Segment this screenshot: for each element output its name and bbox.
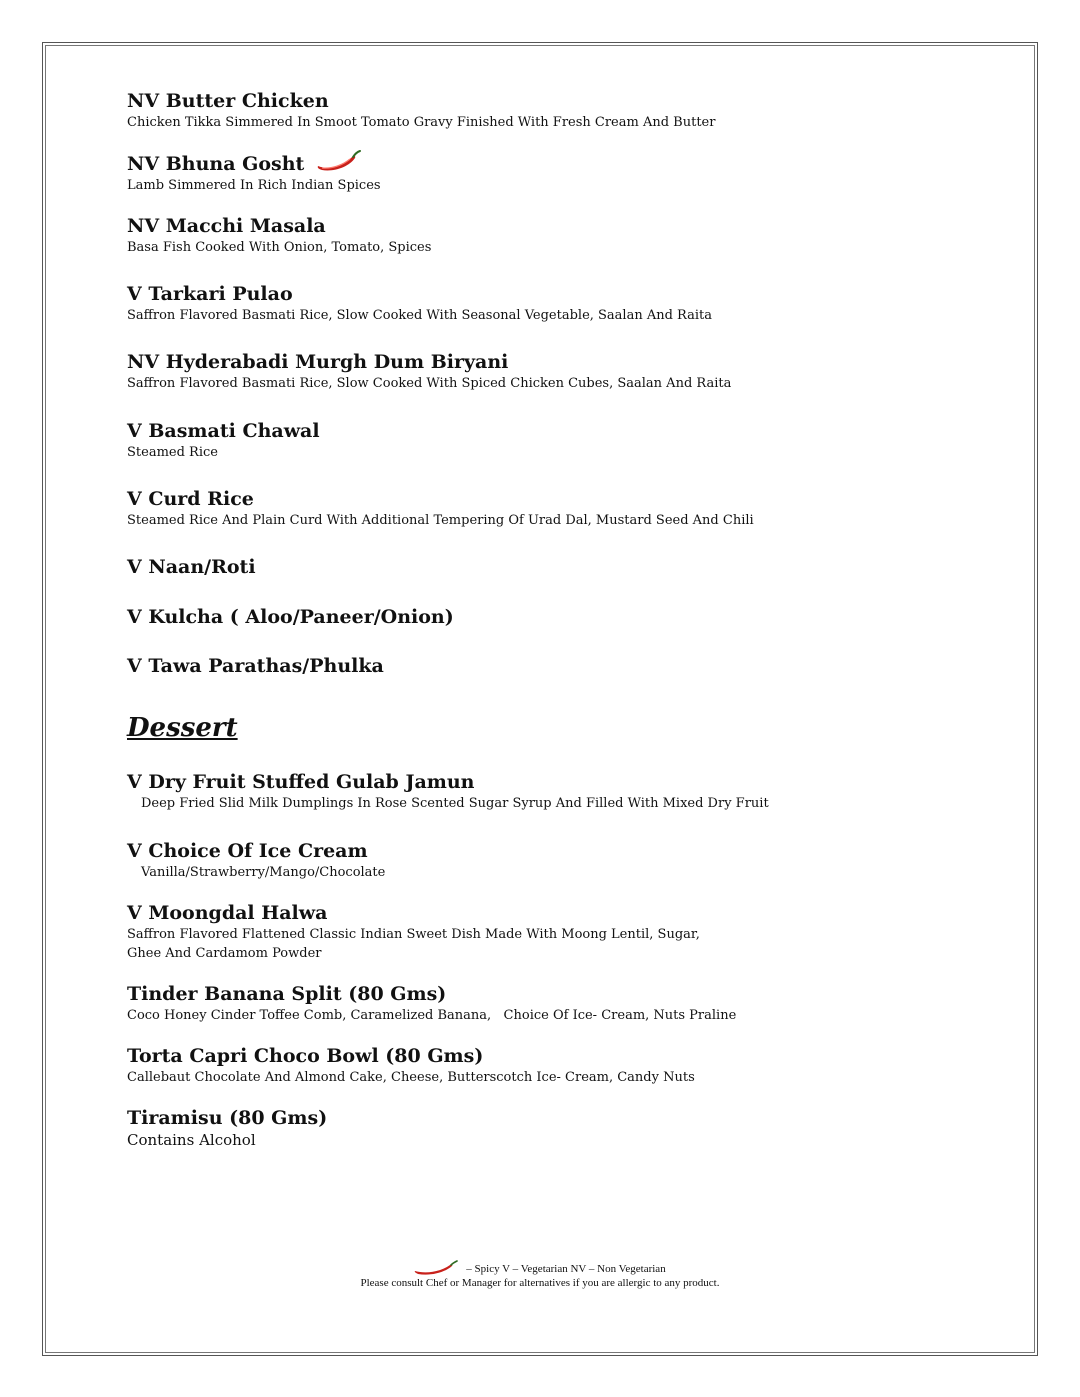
item-description: Callebaut Chocolate And Almond Cake, Cheese, Butterscotch Ice- Cream, Candy Nuts [127, 1070, 695, 1085]
item-description: Basa Fish Cooked With Onion, Tomato, Spices [127, 240, 432, 255]
item-name: V Basmati Chawal [127, 420, 320, 442]
footer-legend [0, 1262, 1080, 1290]
item-description: Chicken Tikka Simmered In Smoot Tomato Gravy Finished With Fresh Cream And Butter [127, 115, 716, 130]
menu-item [127, 419, 320, 462]
menu-item [127, 282, 712, 325]
item-description: Deep Fried Slid Milk Dumplings In Rose Scented Sugar Syrup And Filled With Mixed Dry Fruit [141, 796, 769, 811]
item-name: V Curd Rice [127, 488, 254, 510]
chili-pepper-icon [316, 149, 362, 173]
item-description: Saffron Flavored Basmati Rice, Slow Cooked With Spiced Chicken Cubes, Saalan And Raita [127, 376, 732, 391]
menu-item [127, 89, 715, 132]
item-name: V Naan/Roti [127, 556, 256, 578]
item-name: V Moongdal Halwa [127, 902, 328, 924]
item-name: NV Butter Chicken [127, 90, 329, 112]
menu-item [127, 1106, 327, 1150]
menu-item [127, 839, 385, 882]
menu-item [127, 770, 769, 813]
item-description: Lamb Simmered In Rich Indian Spices [127, 178, 381, 193]
item-description-continued: Ghee And Cardamom Powder [127, 946, 322, 961]
legend-text: – Spicy V – Vegetarian NV – Non Vegetarian [466, 1263, 666, 1275]
item-description: Saffron Flavored Basmati Rice, Slow Cooked With Seasonal Vegetable, Saalan And Raita [127, 308, 713, 323]
item-name: V Tarkari Pulao [127, 283, 293, 305]
menu-item [127, 901, 700, 963]
item-description: Coco Honey Cinder Toffee Comb, Caramelized Banana, Choice Of Ice- Cream, Nuts Praline [127, 1008, 737, 1023]
item-description: Vanilla/Strawberry/Mango/Chocolate [141, 865, 386, 880]
item-name: V Choice Of Ice Cream [127, 840, 368, 862]
menu-item [127, 350, 731, 393]
item-description: Steamed Rice [127, 445, 218, 460]
item-name: NV Hyderabadi Murgh Dum Biryani [127, 351, 509, 373]
item-name: V Kulcha ( Aloo/Paneer/Onion) [127, 606, 454, 628]
menu-item [127, 605, 454, 629]
legend-line [414, 1262, 665, 1276]
item-description: Contains Alcohol [127, 1131, 256, 1149]
item-name: V Dry Fruit Stuffed Gulab Jamun [127, 771, 475, 793]
menu-item [127, 214, 431, 257]
item-name: Torta Capri Choco Bowl (80 Gms) [127, 1045, 484, 1067]
menu-item [127, 1044, 695, 1087]
item-name: Tinder Banana Split (80 Gms) [127, 983, 447, 1005]
menu-item [127, 555, 256, 579]
menu-item [127, 982, 736, 1025]
menu-item [127, 487, 754, 530]
item-name: V Tawa Parathas/Phulka [127, 655, 384, 677]
section-title-dessert: Dessert [127, 713, 238, 743]
item-description: Steamed Rice And Plain Curd With Additional Tempering Of Urad Dal, Mustard Seed And Chili [127, 513, 754, 528]
allergy-note: Please consult Chef or Manager for alternatives if you are allergic to any product. [360, 1277, 720, 1289]
item-description: Saffron Flavored Flattened Classic Indian Sweet Dish Made With Moong Lentil, Sugar, [127, 927, 700, 942]
chili-pepper-icon [414, 1260, 458, 1276]
item-name: Tiramisu (80 Gms) [127, 1107, 328, 1129]
item-name: NV Macchi Masala [127, 215, 326, 237]
item-name: NV Bhuna Gosht [127, 153, 305, 175]
menu-item [127, 654, 384, 678]
